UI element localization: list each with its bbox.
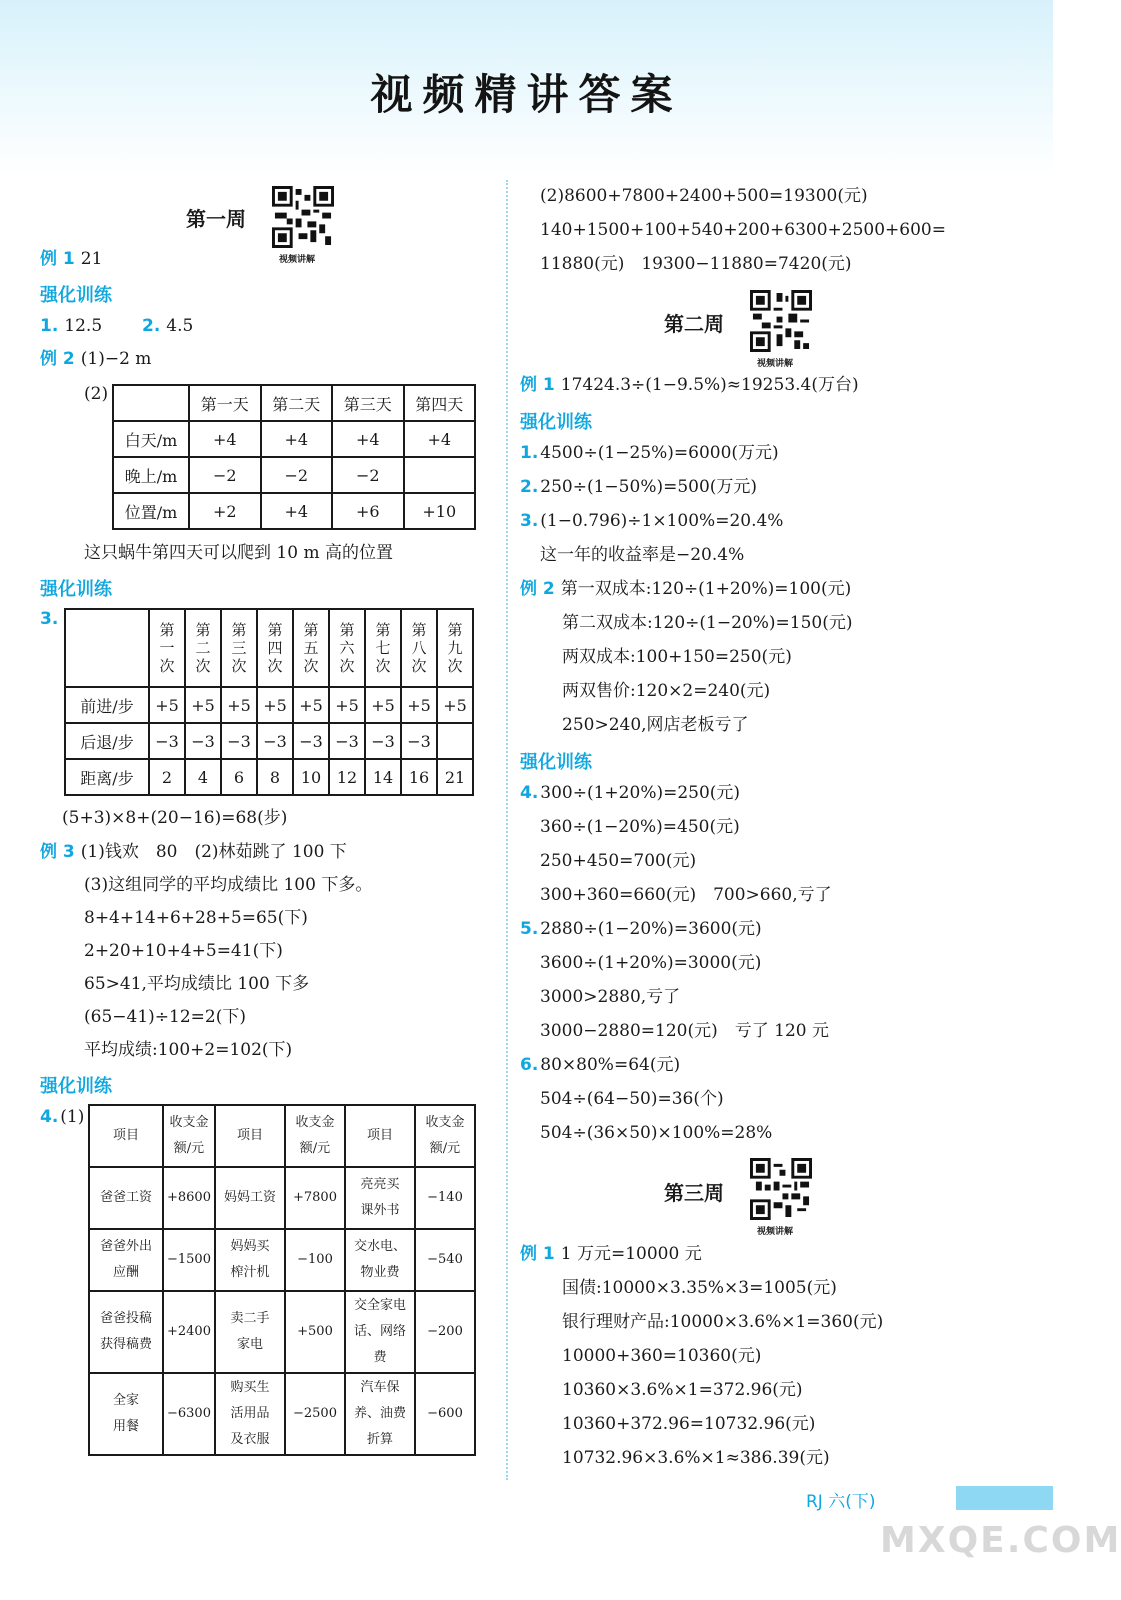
qr-caption: 视频讲解	[757, 1227, 794, 1237]
table-cell: +2400	[163, 1291, 215, 1373]
train-item-3-label	[40, 608, 64, 630]
train-item-2-text: 4.5	[166, 316, 194, 336]
continued-line: 11880(元) 19300−11880=7420(元)	[540, 254, 852, 274]
week2-train-item-6-label: 6.	[520, 1055, 539, 1075]
train-item-4-part: (1)	[60, 1107, 85, 1127]
week2-train-item-3-answer: 这一年的收益率是−20.4%	[540, 545, 745, 565]
qr-code-icon[interactable]	[272, 186, 334, 248]
table-cell: 4	[185, 759, 221, 795]
example-3-label: 例 3	[40, 842, 75, 862]
table-cell: +4	[261, 421, 333, 457]
example-2	[40, 348, 151, 370]
week-3-heading: 第三周	[664, 1181, 724, 1205]
table-cell: −3	[401, 723, 437, 759]
week2-train-item-2	[520, 476, 757, 498]
table-cell: −100	[285, 1229, 345, 1291]
table-cell: −3	[293, 723, 329, 759]
example-1-text: 21	[80, 249, 103, 269]
table-cell: 位置/m	[113, 493, 189, 529]
column-divider	[506, 180, 508, 1480]
table-cell: 2	[149, 759, 185, 795]
table-header: 第八次	[401, 609, 437, 687]
table-cell: −3	[329, 723, 365, 759]
section-train-4: 强化训练	[520, 412, 592, 433]
table-cell: −600	[415, 1373, 475, 1455]
table-header: 第四次	[257, 609, 293, 687]
week2-example-2-text: 第一双成本:120÷(1+20%)=100(元)	[560, 579, 852, 599]
week2-train-item-5-text: 2880÷(1−20%)=3600(元)	[540, 919, 762, 939]
example-3-text: (1)钱欢 80 (2)林茹跳了 100 下	[80, 842, 347, 862]
example-2-label: 例 2	[40, 349, 75, 369]
table-cell: −6300	[163, 1373, 215, 1455]
table-header: 第二次	[185, 609, 221, 687]
table-cell: 爸爸工资	[89, 1167, 163, 1229]
week2-example-1-text: 17424.3÷(1−9.5%)≈19253.4(万台)	[560, 375, 859, 395]
week2-train-item-6-line: 504÷(64−50)=36(个)	[540, 1089, 724, 1109]
table-cell: +5	[149, 687, 185, 723]
week3-example-1-line: 10360×3.6%×1=372.96(元)	[562, 1380, 803, 1400]
table-cell: −3	[185, 723, 221, 759]
table-cell: 爸爸投稿获得稿费	[89, 1291, 163, 1373]
qr-code-icon[interactable]	[750, 290, 812, 352]
table-cell: −3	[149, 723, 185, 759]
continued-line: (2)8600+7800+2400+500=19300(元)	[540, 186, 868, 206]
table-header: 项目	[89, 1105, 163, 1167]
income-table	[88, 1104, 476, 1456]
qr-caption: 视频讲解	[757, 359, 794, 369]
table-header: 第三天	[332, 385, 404, 421]
section-train-2: 强化训练	[40, 579, 112, 600]
table-cell: −140	[415, 1167, 475, 1229]
week2-train-item-4-line: 300+360=660(元) 700>660,亏了	[540, 885, 832, 905]
week2-train-item-4-line: 250+450=700(元)	[540, 851, 697, 871]
table-header: 第一次	[149, 609, 185, 687]
table-cell: 12	[329, 759, 365, 795]
week2-example-2-line: 两双成本:100+150=250(元)	[562, 647, 792, 667]
week3-example-1-line: 10732.96×3.6%×1≈386.39(元)	[562, 1448, 830, 1468]
week2-train-item-5	[520, 918, 762, 940]
steps-table	[64, 608, 474, 796]
week2-example-1-label: 例 1	[520, 375, 555, 395]
table-cell: 前进/步	[65, 687, 149, 723]
example-3-line: 平均成绩:100+2=102(下)	[84, 1040, 293, 1060]
table-cell: +5	[365, 687, 401, 723]
week2-train-item-4	[520, 782, 740, 804]
table-cell: 购买生活用品及衣服	[215, 1373, 285, 1455]
table-cell: 妈妈工资	[215, 1167, 285, 1229]
example-3-line: 2+20+10+4+5=41(下)	[84, 941, 283, 961]
week2-example-2	[520, 578, 851, 600]
example-2-text: (1)−2 m	[80, 349, 152, 369]
table-cell: +8600	[163, 1167, 215, 1229]
table-cell	[437, 723, 473, 759]
train-item-4-label	[40, 1106, 84, 1128]
week2-train-item-2-text: 250÷(1−50%)=500(万元)	[540, 477, 758, 497]
week3-example-1-text: 1 万元=10000 元	[560, 1244, 702, 1264]
week2-train-item-4-text: 300÷(1+20%)=250(元)	[540, 783, 741, 803]
table-cell: 白天/m	[113, 421, 189, 457]
table-cell: +4	[404, 421, 476, 457]
footer-label: RJ 六(下)	[806, 1492, 876, 1512]
table-cell: 妈妈买榨汁机	[215, 1229, 285, 1291]
week2-train-item-1-text: 4500÷(1−25%)=6000(万元)	[540, 443, 779, 463]
table-cell: 16	[401, 759, 437, 795]
table-cell: +5	[329, 687, 365, 723]
table-cell: 后退/步	[65, 723, 149, 759]
table-cell: 10	[293, 759, 329, 795]
watermark-logo: MXQE.COM	[880, 1520, 1121, 1561]
table-cell: 爸爸外出应酬	[89, 1229, 163, 1291]
train-item-3-answer: (5+3)×8+(20−16)=68(步)	[62, 808, 288, 828]
table-cell: +5	[437, 687, 473, 723]
train-item-1-text: 12.5	[64, 316, 103, 336]
week2-train-item-6-text: 80×80%=64(元)	[540, 1055, 681, 1075]
table-cell: +5	[257, 687, 293, 723]
table-cell: +5	[221, 687, 257, 723]
week2-train-item-1	[520, 442, 779, 464]
table-cell: 距离/步	[65, 759, 149, 795]
train-item-1	[40, 315, 102, 337]
week2-train-item-5-line: 3000>2880,亏了	[540, 987, 681, 1007]
section-train-5: 强化训练	[520, 752, 592, 773]
week2-train-item-4-label: 4.	[520, 783, 539, 803]
example-3-line: (65−41)÷12=2(下)	[84, 1007, 246, 1027]
week2-train-item-3-text: (1−0.796)÷1×100%=20.4%	[540, 511, 784, 531]
table-cell: −2500	[285, 1373, 345, 1455]
week2-train-item-1-label: 1.	[520, 443, 539, 463]
week-2-heading: 第二周	[664, 312, 724, 336]
table-header: 收支金额/元	[163, 1105, 215, 1167]
train-item-3-number: 3.	[40, 609, 59, 629]
table-header: 第四天	[404, 385, 476, 421]
table-cell: 交全家电话、网络费	[345, 1291, 415, 1373]
section-train-1: 强化训练	[40, 285, 112, 306]
table-header	[65, 609, 149, 687]
snail-table	[112, 384, 476, 530]
table-cell: 亮亮买课外书	[345, 1167, 415, 1229]
table-header: 第六次	[329, 609, 365, 687]
week3-example-1	[520, 1243, 702, 1265]
week2-example-2-label: 例 2	[520, 579, 555, 599]
example-3	[40, 841, 347, 863]
section-train-3: 强化训练	[40, 1076, 112, 1097]
week3-example-1-line: 10360+372.96=10732.96(元)	[562, 1414, 816, 1434]
table-cell: +4	[261, 493, 333, 529]
table-cell: −2	[332, 457, 404, 493]
example-3-line: 8+4+14+6+28+5=65(下)	[84, 908, 308, 928]
train-item-1-label: 1.	[40, 316, 59, 336]
week2-example-1	[520, 374, 859, 396]
table-cell: +5	[293, 687, 329, 723]
table-header: 第二天	[261, 385, 333, 421]
table-header: 收支金额/元	[285, 1105, 345, 1167]
week2-train-item-3	[520, 510, 783, 532]
qr-code-icon[interactable]	[750, 1158, 812, 1220]
page-title: 视频精讲答案	[370, 70, 683, 119]
table-cell: +10	[404, 493, 476, 529]
week2-train-item-4-line: 360÷(1−20%)=450(元)	[540, 817, 740, 837]
table-cell: −2	[189, 457, 261, 493]
table-cell: 6	[221, 759, 257, 795]
table-header	[113, 385, 189, 421]
table-header: 项目	[345, 1105, 415, 1167]
table-cell: 21	[437, 759, 473, 795]
week2-example-2-line: 两双售价:120×2=240(元)	[562, 681, 771, 701]
table-cell: −3	[365, 723, 401, 759]
table-cell: 14	[365, 759, 401, 795]
example-2-part-2: (2)	[84, 384, 109, 404]
table-cell: 晚上/m	[113, 457, 189, 493]
table-cell: 全家用餐	[89, 1373, 163, 1455]
week2-example-2-line: 第二双成本:120÷(1−20%)=150(元)	[562, 613, 853, 633]
week2-train-item-5-label: 5.	[520, 919, 539, 939]
example-3-line: 65>41,平均成绩比 100 下多	[84, 974, 310, 994]
table-cell: +4	[332, 421, 404, 457]
example-2-answer: 这只蜗牛第四天可以爬到 10 m 高的位置	[84, 543, 393, 563]
table-cell: 交水电、物业费	[345, 1229, 415, 1291]
table-header: 第一天	[189, 385, 261, 421]
table-header: 第七次	[365, 609, 401, 687]
table-cell: 8	[257, 759, 293, 795]
train-item-2-label: 2.	[142, 316, 161, 336]
table-cell: +7800	[285, 1167, 345, 1229]
week3-example-1-line: 银行理财产品:10000×3.6%×1=360(元)	[562, 1312, 884, 1332]
example-1	[40, 248, 102, 270]
table-cell: 卖二手家电	[215, 1291, 285, 1373]
week2-train-item-5-line: 3000−2880=120(元) 亏了 120 元	[540, 1021, 829, 1041]
table-cell: −540	[415, 1229, 475, 1291]
table-cell: −3	[257, 723, 293, 759]
week-1-heading: 第一周	[186, 207, 246, 231]
week2-train-item-2-label: 2.	[520, 477, 539, 497]
table-cell: +2	[189, 493, 261, 529]
table-cell	[404, 457, 476, 493]
week2-train-item-6	[520, 1054, 680, 1076]
table-cell: +500	[285, 1291, 345, 1373]
table-header: 第九次	[437, 609, 473, 687]
week3-example-1-line: 10000+360=10360(元)	[562, 1346, 762, 1366]
table-header: 第三次	[221, 609, 257, 687]
table-header: 第五次	[293, 609, 329, 687]
footer-accent-bar	[956, 1486, 1053, 1510]
week3-example-1-line: 国债:10000×3.35%×3=1005(元)	[562, 1278, 837, 1298]
example-1-label: 例 1	[40, 249, 75, 269]
week2-train-item-3-label: 3.	[520, 511, 539, 531]
train-item-4-number: 4.	[40, 1107, 59, 1127]
table-cell: +5	[185, 687, 221, 723]
table-cell: −200	[415, 1291, 475, 1373]
table-cell: −1500	[163, 1229, 215, 1291]
week2-train-item-6-line: 504÷(36×50)×100%=28%	[540, 1123, 773, 1143]
week2-example-2-line: 250>240,网店老板亏了	[562, 715, 749, 735]
week2-train-item-5-line: 3600÷(1+20%)=3000(元)	[540, 953, 762, 973]
table-cell: +6	[332, 493, 404, 529]
table-cell: −3	[221, 723, 257, 759]
table-cell: 汽车保养、油费折算	[345, 1373, 415, 1455]
table-header: 项目	[215, 1105, 285, 1167]
qr-caption: 视频讲解	[279, 255, 316, 265]
train-item-2	[142, 315, 193, 337]
week3-example-1-label: 例 1	[520, 1244, 555, 1264]
example-3-line: (3)这组同学的平均成绩比 100 下多。	[84, 875, 373, 895]
table-cell: +4	[189, 421, 261, 457]
table-cell: −2	[261, 457, 333, 493]
table-header: 收支金额/元	[415, 1105, 475, 1167]
continued-line: 140+1500+100+540+200+6300+2500+600=	[540, 220, 946, 240]
table-cell: +5	[401, 687, 437, 723]
